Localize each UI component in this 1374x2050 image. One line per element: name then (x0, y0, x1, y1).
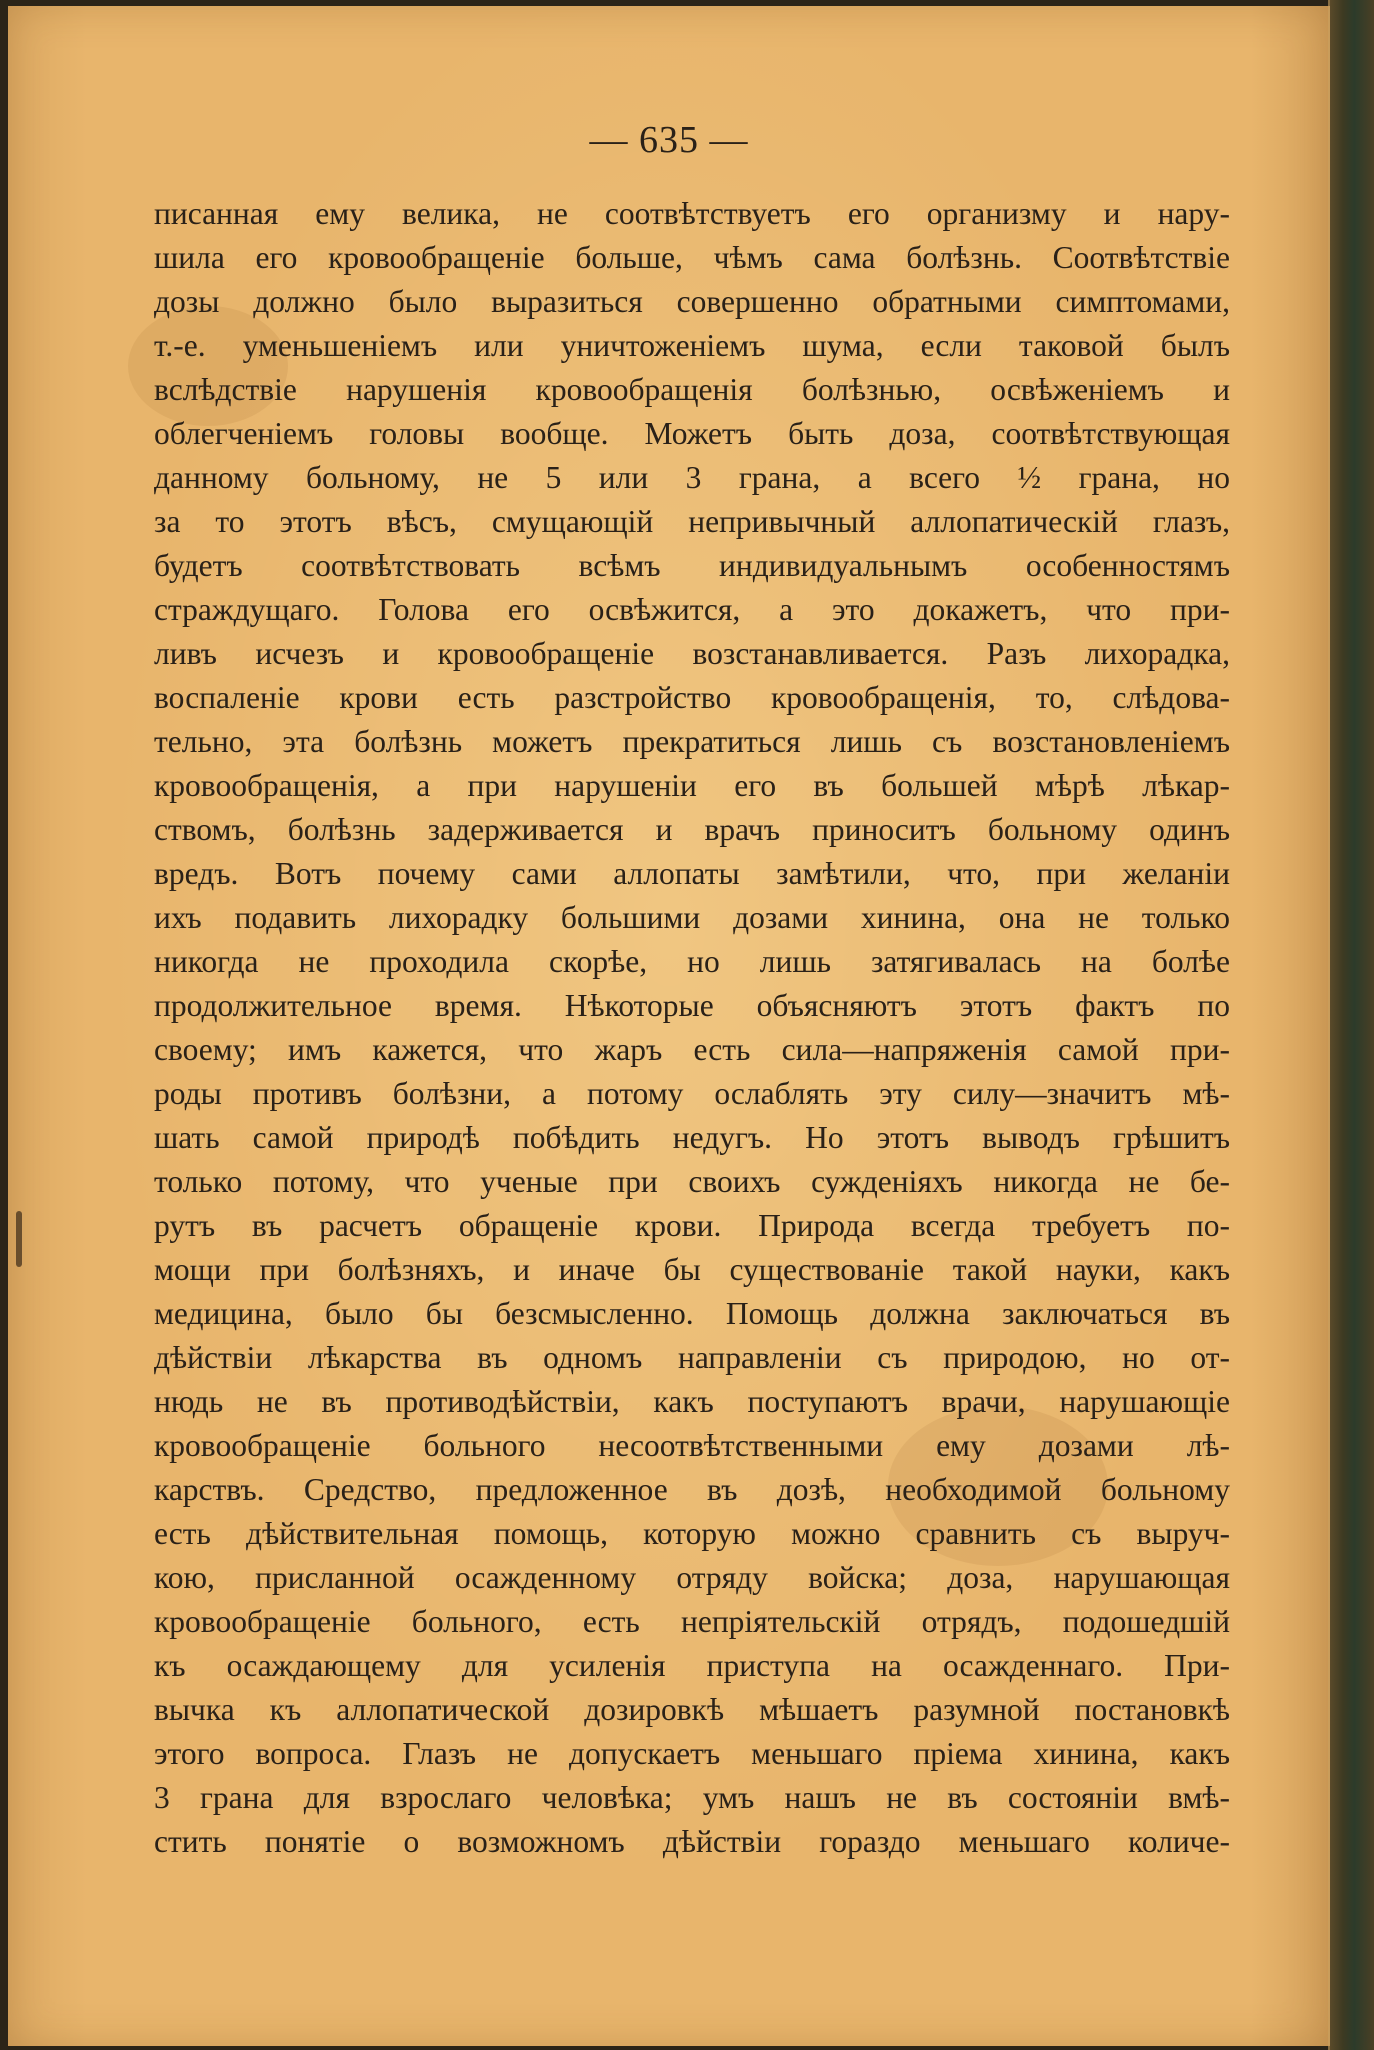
text-line: ливъ исчезъ и кровообращеніе возстанавливается. Разъ лихорадка, (154, 636, 1230, 671)
text-line: кровообращенія, а при нарушеніи его въ большей мѣрѣ лѣкар- (154, 768, 1230, 803)
text-line: мощи при болѣзняхъ, и иначе бы существованіе такой науки, какъ (154, 1252, 1230, 1287)
text-line: кровообращеніе больного, есть непріятельскій отрядъ, подошедшій (154, 1604, 1230, 1639)
text-line: шать самой природѣ побѣдить недугъ. Но этотъ выводъ грѣшитъ (154, 1120, 1230, 1155)
text-line: ствомъ, болѣзнь задерживается и врачъ приноситъ больному одинъ (154, 812, 1230, 847)
page-number: — 635 — (589, 119, 749, 161)
text-line: тельно, эта болѣзнь можетъ прекратиться лишь съ возстановленіемъ (154, 724, 1230, 759)
text-line: дозы должно было выразиться совершенно обратными симптомами, (154, 284, 1230, 319)
text-line: роды противъ болѣзни, а потому ослаблять эту силу—значитъ мѣ- (154, 1076, 1230, 1111)
text-line: продолжительное время. Нѣкоторые объясняютъ этотъ фактъ по (154, 988, 1230, 1023)
body-text (154, 192, 1230, 1864)
text-line: шила его кровообращеніе больше, чѣмъ сама болѣзнь. Соотвѣтствіе (154, 240, 1230, 275)
text-line: кровообращеніе больного несоотвѣтственными ему дозами лѣ- (154, 1428, 1230, 1463)
text-line: вредъ. Вотъ почему сами аллопаты замѣтили, что, при желаніи (154, 856, 1230, 891)
margin-mark (16, 1211, 22, 1267)
book-binding (1330, 0, 1374, 2050)
text-line: вычка къ аллопатической дозировкѣ мѣшаетъ разумной постановкѣ (154, 1692, 1230, 1727)
text-line: медицина, было бы безсмысленно. Помощь должна заключаться въ (154, 1296, 1230, 1331)
paper-sheet (8, 6, 1330, 2046)
text-line: 3 грана для взрослаго человѣка; умъ нашъ не въ состояніи вмѣ- (154, 1780, 1230, 1815)
text-line: къ осаждающему для усиленія приступа на осажденнаго. При- (154, 1648, 1230, 1683)
text-line: рутъ въ расчетъ обращеніе крови. Природа всегда требуетъ по- (154, 1208, 1230, 1243)
text-line: этого вопроса. Глазъ не допускаетъ меньшаго пріема хинина, какъ (154, 1736, 1230, 1771)
text-line: стить понятіе о возможномъ дѣйствіи гораздо меньшаго количе- (154, 1824, 1230, 1859)
text-line: данному больному, не 5 или 3 грана, а всего ½ грана, но (154, 460, 1230, 495)
text-line: страждущаго. Голова его освѣжится, а это докажетъ, что при- (154, 592, 1230, 627)
text-line: за то этотъ вѣсъ, смущающій непривычный аллопатическій глазъ, (154, 504, 1230, 539)
text-line: ихъ подавить лихорадку большими дозами хинина, она не только (154, 900, 1230, 935)
text-line: будетъ соотвѣтствовать всѣмъ индивидуальнымъ особенностямъ (154, 548, 1230, 583)
text-line: никогда не проходила скорѣе, но лишь затягивалась на болѣе (154, 944, 1230, 979)
text-line: облегченіемъ головы вообще. Можетъ быть доза, соотвѣтствующая (154, 416, 1230, 451)
text-line: своему; имъ кажется, что жаръ есть сила—напряженія самой при- (154, 1032, 1230, 1067)
text-line: кою, присланной осажденному отряду войска; доза, нарушающая (154, 1560, 1230, 1595)
text-line: только потому, что ученые при своихъ сужденіяхъ никогда не бе- (154, 1164, 1230, 1199)
text-line: дѣйствіи лѣкарства въ одномъ направленіи съ природою, но от- (154, 1340, 1230, 1375)
text-line: т.-е. уменьшеніемъ или уничтоженіемъ шума, если таковой былъ (154, 328, 1230, 363)
text-line: воспаленіе крови есть разстройство кровообращенія, то, слѣдова- (154, 680, 1230, 715)
text-line: вслѣдствіе нарушенія кровообращенія болѣзнью, освѣженіемъ и (154, 372, 1230, 407)
text-line: нюдь не въ противодѣйствіи, какъ поступаютъ врачи, нарушающіе (154, 1384, 1230, 1419)
text-line: есть дѣйствительная помощь, которую можно сравнить съ выруч- (154, 1516, 1230, 1551)
text-line: карствъ. Средство, предложенное въ дозѣ, необходимой больному (154, 1472, 1230, 1507)
text-line: писанная ему велика, не соотвѣтствуетъ его организму и нару- (154, 196, 1230, 231)
